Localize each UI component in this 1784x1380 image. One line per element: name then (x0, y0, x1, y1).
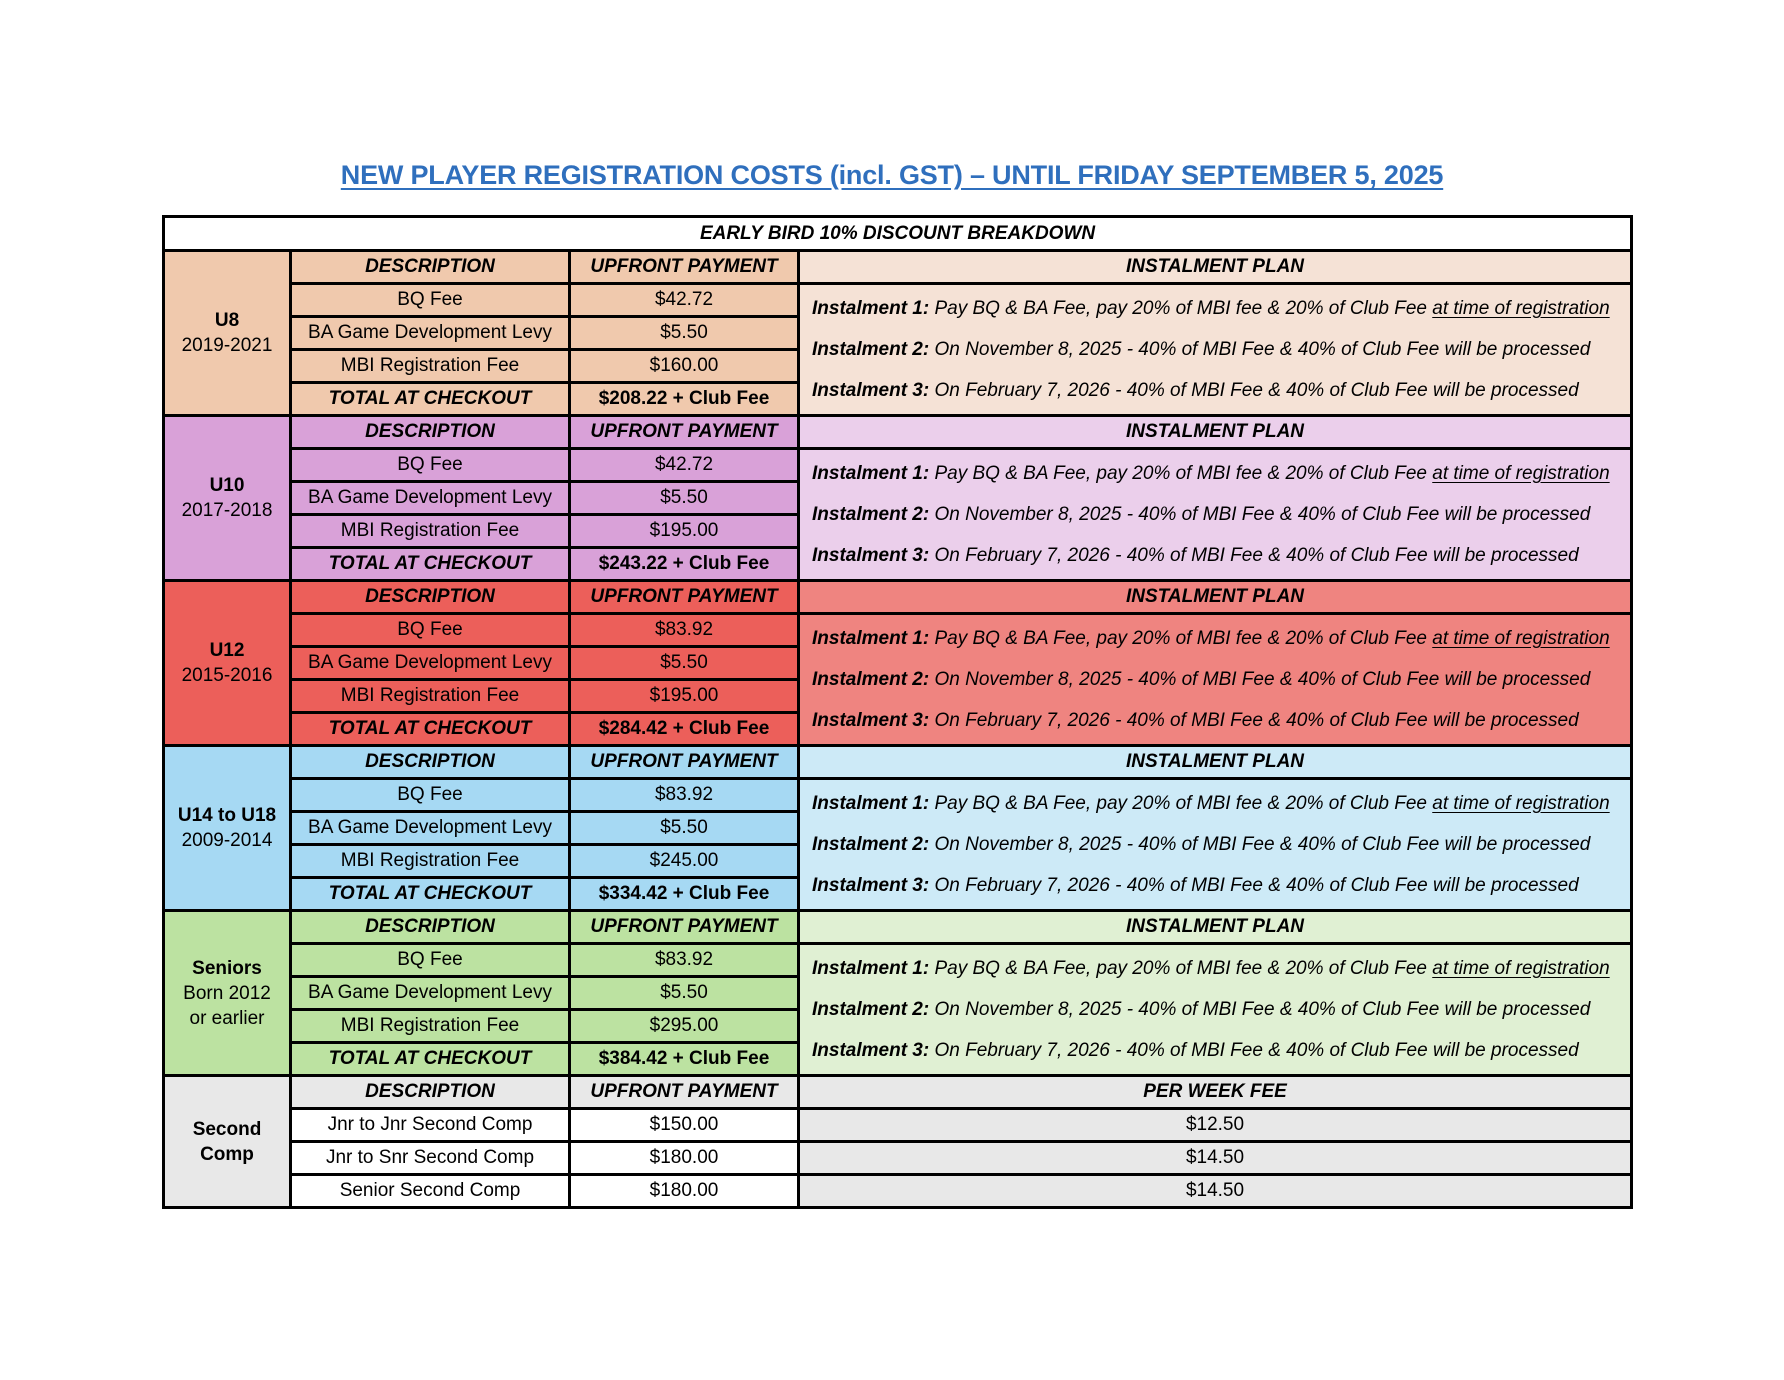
description-header: DESCRIPTION (291, 911, 570, 944)
mbi-fee-label: MBI Registration Fee (291, 680, 570, 713)
description-header: DESCRIPTION (291, 581, 570, 614)
instalment-2: Instalment 2: On November 8, 2025 - 40% of MBI Fee & 40% of Club Fee will be processed (812, 669, 1591, 690)
instalment-1: Instalment 1: Pay BQ & BA Fee, pay 20% of MBI fee & 20% of Club Fee at time of registration (812, 793, 1610, 814)
upfront-header: UPFRONT PAYMENT (570, 251, 799, 284)
u14-instalment-plan (799, 779, 1632, 911)
instalment-plan-header: INSTALMENT PLAN (799, 746, 1632, 779)
seniors-years-line2: or earlier (189, 1007, 265, 1029)
second-comp-desc: Senior Second Comp (291, 1175, 570, 1208)
instalment-plan-header: INSTALMENT PLAN (799, 581, 1632, 614)
ba-levy-label: BA Game Development Levy (291, 812, 570, 845)
bq-fee-label: BQ Fee (291, 614, 570, 647)
seniors-instalment-plan (799, 944, 1632, 1076)
bq-fee-label: BQ Fee (291, 779, 570, 812)
instalment-2: Instalment 2: On November 8, 2025 - 40% of MBI Fee & 40% of Club Fee will be processed (812, 834, 1591, 855)
u10-total: $243.22 + Club Fee (570, 548, 799, 581)
second-comp-desc: Jnr to Snr Second Comp (291, 1142, 570, 1175)
seniors-ba-levy: $5.50 (570, 977, 799, 1010)
instalment-1: Instalment 1: Pay BQ & BA Fee, pay 20% of MBI fee & 20% of Club Fee at time of registration (812, 463, 1610, 484)
instalment-1: Instalment 1: Pay BQ & BA Fee, pay 20% of MBI fee & 20% of Club Fee at time of registration (812, 628, 1610, 649)
upfront-header: UPFRONT PAYMENT (570, 1076, 799, 1109)
table-row (164, 1175, 1632, 1208)
u12-bq-fee: $83.92 (570, 614, 799, 647)
mbi-fee-label: MBI Registration Fee (291, 1010, 570, 1043)
total-label: TOTAL AT CHECKOUT (291, 878, 570, 911)
bq-fee-label: BQ Fee (291, 944, 570, 977)
second-comp-week: $14.50 (799, 1142, 1632, 1175)
u12-ba-levy: $5.50 (570, 647, 799, 680)
instalment-1: Instalment 1: Pay BQ & BA Fee, pay 20% of MBI fee & 20% of Club Fee at time of registration (812, 298, 1610, 319)
instalment-3: Instalment 3: On February 7, 2026 - 40% of MBI Fee & 40% of Club Fee will be processed (812, 545, 1579, 566)
instalment-2: Instalment 2: On November 8, 2025 - 40% of MBI Fee & 40% of Club Fee will be processed (812, 999, 1591, 1020)
u12-age-group (164, 581, 291, 746)
seniors-mbi-fee: $295.00 (570, 1010, 799, 1043)
table-row (164, 1142, 1632, 1175)
u14-total: $334.42 + Club Fee (570, 878, 799, 911)
registration-costs-table (162, 215, 1633, 1209)
upfront-header: UPFRONT PAYMENT (570, 416, 799, 449)
u10-instalment-plan (799, 449, 1632, 581)
u14-name: U14 to U18 (177, 805, 277, 826)
second-comp-desc: Jnr to Jnr Second Comp (291, 1109, 570, 1142)
ba-levy-label: BA Game Development Levy (291, 647, 570, 680)
description-header: DESCRIPTION (291, 416, 570, 449)
second-comp-upfront: $180.00 (570, 1142, 799, 1175)
u14-header-row (164, 746, 1632, 779)
u12-years: 2015-2016 (181, 665, 273, 686)
total-label: TOTAL AT CHECKOUT (291, 383, 570, 416)
description-header: DESCRIPTION (291, 1076, 570, 1109)
description-header: DESCRIPTION (291, 746, 570, 779)
table-row (164, 1109, 1632, 1142)
seniors-header-row (164, 911, 1632, 944)
seniors-total: $384.42 + Club Fee (570, 1043, 799, 1076)
page-title: NEW PLAYER REGISTRATION COSTS (incl. GST) – UNTIL FRIDAY SEPTEMBER 5, 2025 (340, 160, 1444, 190)
u12-mbi-fee: $195.00 (570, 680, 799, 713)
ba-levy-label: BA Game Development Levy (291, 482, 570, 515)
u14-mbi-fee: $245.00 (570, 845, 799, 878)
second-comp-name-line2: Comp (200, 1143, 254, 1165)
instalment-3: Instalment 3: On February 7, 2026 - 40% of MBI Fee & 40% of Club Fee will be processed (812, 1040, 1579, 1061)
u14-bq-fee: $83.92 (570, 779, 799, 812)
u10-age-group (164, 416, 291, 581)
description-header: DESCRIPTION (291, 251, 570, 284)
second-comp-upfront: $180.00 (570, 1175, 799, 1208)
instalment-1: Instalment 1: Pay BQ & BA Fee, pay 20% of MBI fee & 20% of Club Fee at time of registration (812, 958, 1610, 979)
u10-bq-fee: $42.72 (570, 449, 799, 482)
u8-bq-fee: $42.72 (570, 284, 799, 317)
u12-total: $284.42 + Club Fee (570, 713, 799, 746)
second-comp-group (164, 1076, 291, 1208)
bq-fee-label: BQ Fee (291, 449, 570, 482)
u10-name: U10 (209, 475, 245, 496)
u14-ba-levy: $5.50 (570, 812, 799, 845)
mbi-fee-label: MBI Registration Fee (291, 515, 570, 548)
u8-ba-levy: $5.50 (570, 317, 799, 350)
bq-fee-label: BQ Fee (291, 284, 570, 317)
mbi-fee-label: MBI Registration Fee (291, 845, 570, 878)
u10-mbi-fee: $195.00 (570, 515, 799, 548)
upfront-header: UPFRONT PAYMENT (570, 746, 799, 779)
second-comp-upfront: $150.00 (570, 1109, 799, 1142)
seniors-age-group (164, 911, 291, 1076)
second-comp-week: $14.50 (799, 1175, 1632, 1208)
instalment-plan-header: INSTALMENT PLAN (799, 251, 1632, 284)
upfront-header: UPFRONT PAYMENT (570, 911, 799, 944)
instalment-3: Instalment 3: On February 7, 2026 - 40% of MBI Fee & 40% of Club Fee will be processed (812, 380, 1579, 401)
u14-years: 2009-2014 (181, 830, 273, 851)
instalment-3: Instalment 3: On February 7, 2026 - 40% of MBI Fee & 40% of Club Fee will be processed (812, 710, 1579, 731)
per-week-header: PER WEEK FEE (799, 1076, 1632, 1109)
upfront-header: UPFRONT PAYMENT (570, 581, 799, 614)
instalment-plan-header: INSTALMENT PLAN (799, 416, 1632, 449)
u14-age-group (164, 746, 291, 911)
u12-header-row (164, 581, 1632, 614)
u12-instalment-plan (799, 614, 1632, 746)
instalment-2: Instalment 2: On November 8, 2025 - 40% of MBI Fee & 40% of Club Fee will be processed (812, 339, 1591, 360)
u8-mbi-fee: $160.00 (570, 350, 799, 383)
ba-levy-label: BA Game Development Levy (291, 977, 570, 1010)
total-label: TOTAL AT CHECKOUT (291, 713, 570, 746)
instalment-2: Instalment 2: On November 8, 2025 - 40% of MBI Fee & 40% of Club Fee will be processed (812, 504, 1591, 525)
total-label: TOTAL AT CHECKOUT (291, 1043, 570, 1076)
u8-age-group (164, 251, 291, 416)
u8-name: U8 (214, 310, 240, 331)
mbi-fee-label: MBI Registration Fee (291, 350, 570, 383)
seniors-years-line1: Born 2012 (183, 982, 271, 1004)
u12-name: U12 (209, 640, 245, 661)
second-comp-week: $12.50 (799, 1109, 1632, 1142)
second-comp-header-row (164, 1076, 1632, 1109)
seniors-name: Seniors (192, 957, 262, 979)
u10-header-row (164, 416, 1632, 449)
instalment-plan-header: INSTALMENT PLAN (799, 911, 1632, 944)
u8-instalment-plan (799, 284, 1632, 416)
u10-years: 2017-2018 (181, 500, 273, 521)
total-label: TOTAL AT CHECKOUT (291, 548, 570, 581)
early-bird-banner: EARLY BIRD 10% DISCOUNT BREAKDOWN (164, 217, 1632, 251)
u10-ba-levy: $5.50 (570, 482, 799, 515)
u8-total: $208.22 + Club Fee (570, 383, 799, 416)
instalment-3: Instalment 3: On February 7, 2026 - 40% of MBI Fee & 40% of Club Fee will be processed (812, 875, 1579, 896)
second-comp-name-line1: Second (192, 1118, 262, 1140)
ba-levy-label: BA Game Development Levy (291, 317, 570, 350)
seniors-bq-fee: $83.92 (570, 944, 799, 977)
u8-years: 2019-2021 (181, 335, 273, 356)
u8-header-row (164, 251, 1632, 284)
